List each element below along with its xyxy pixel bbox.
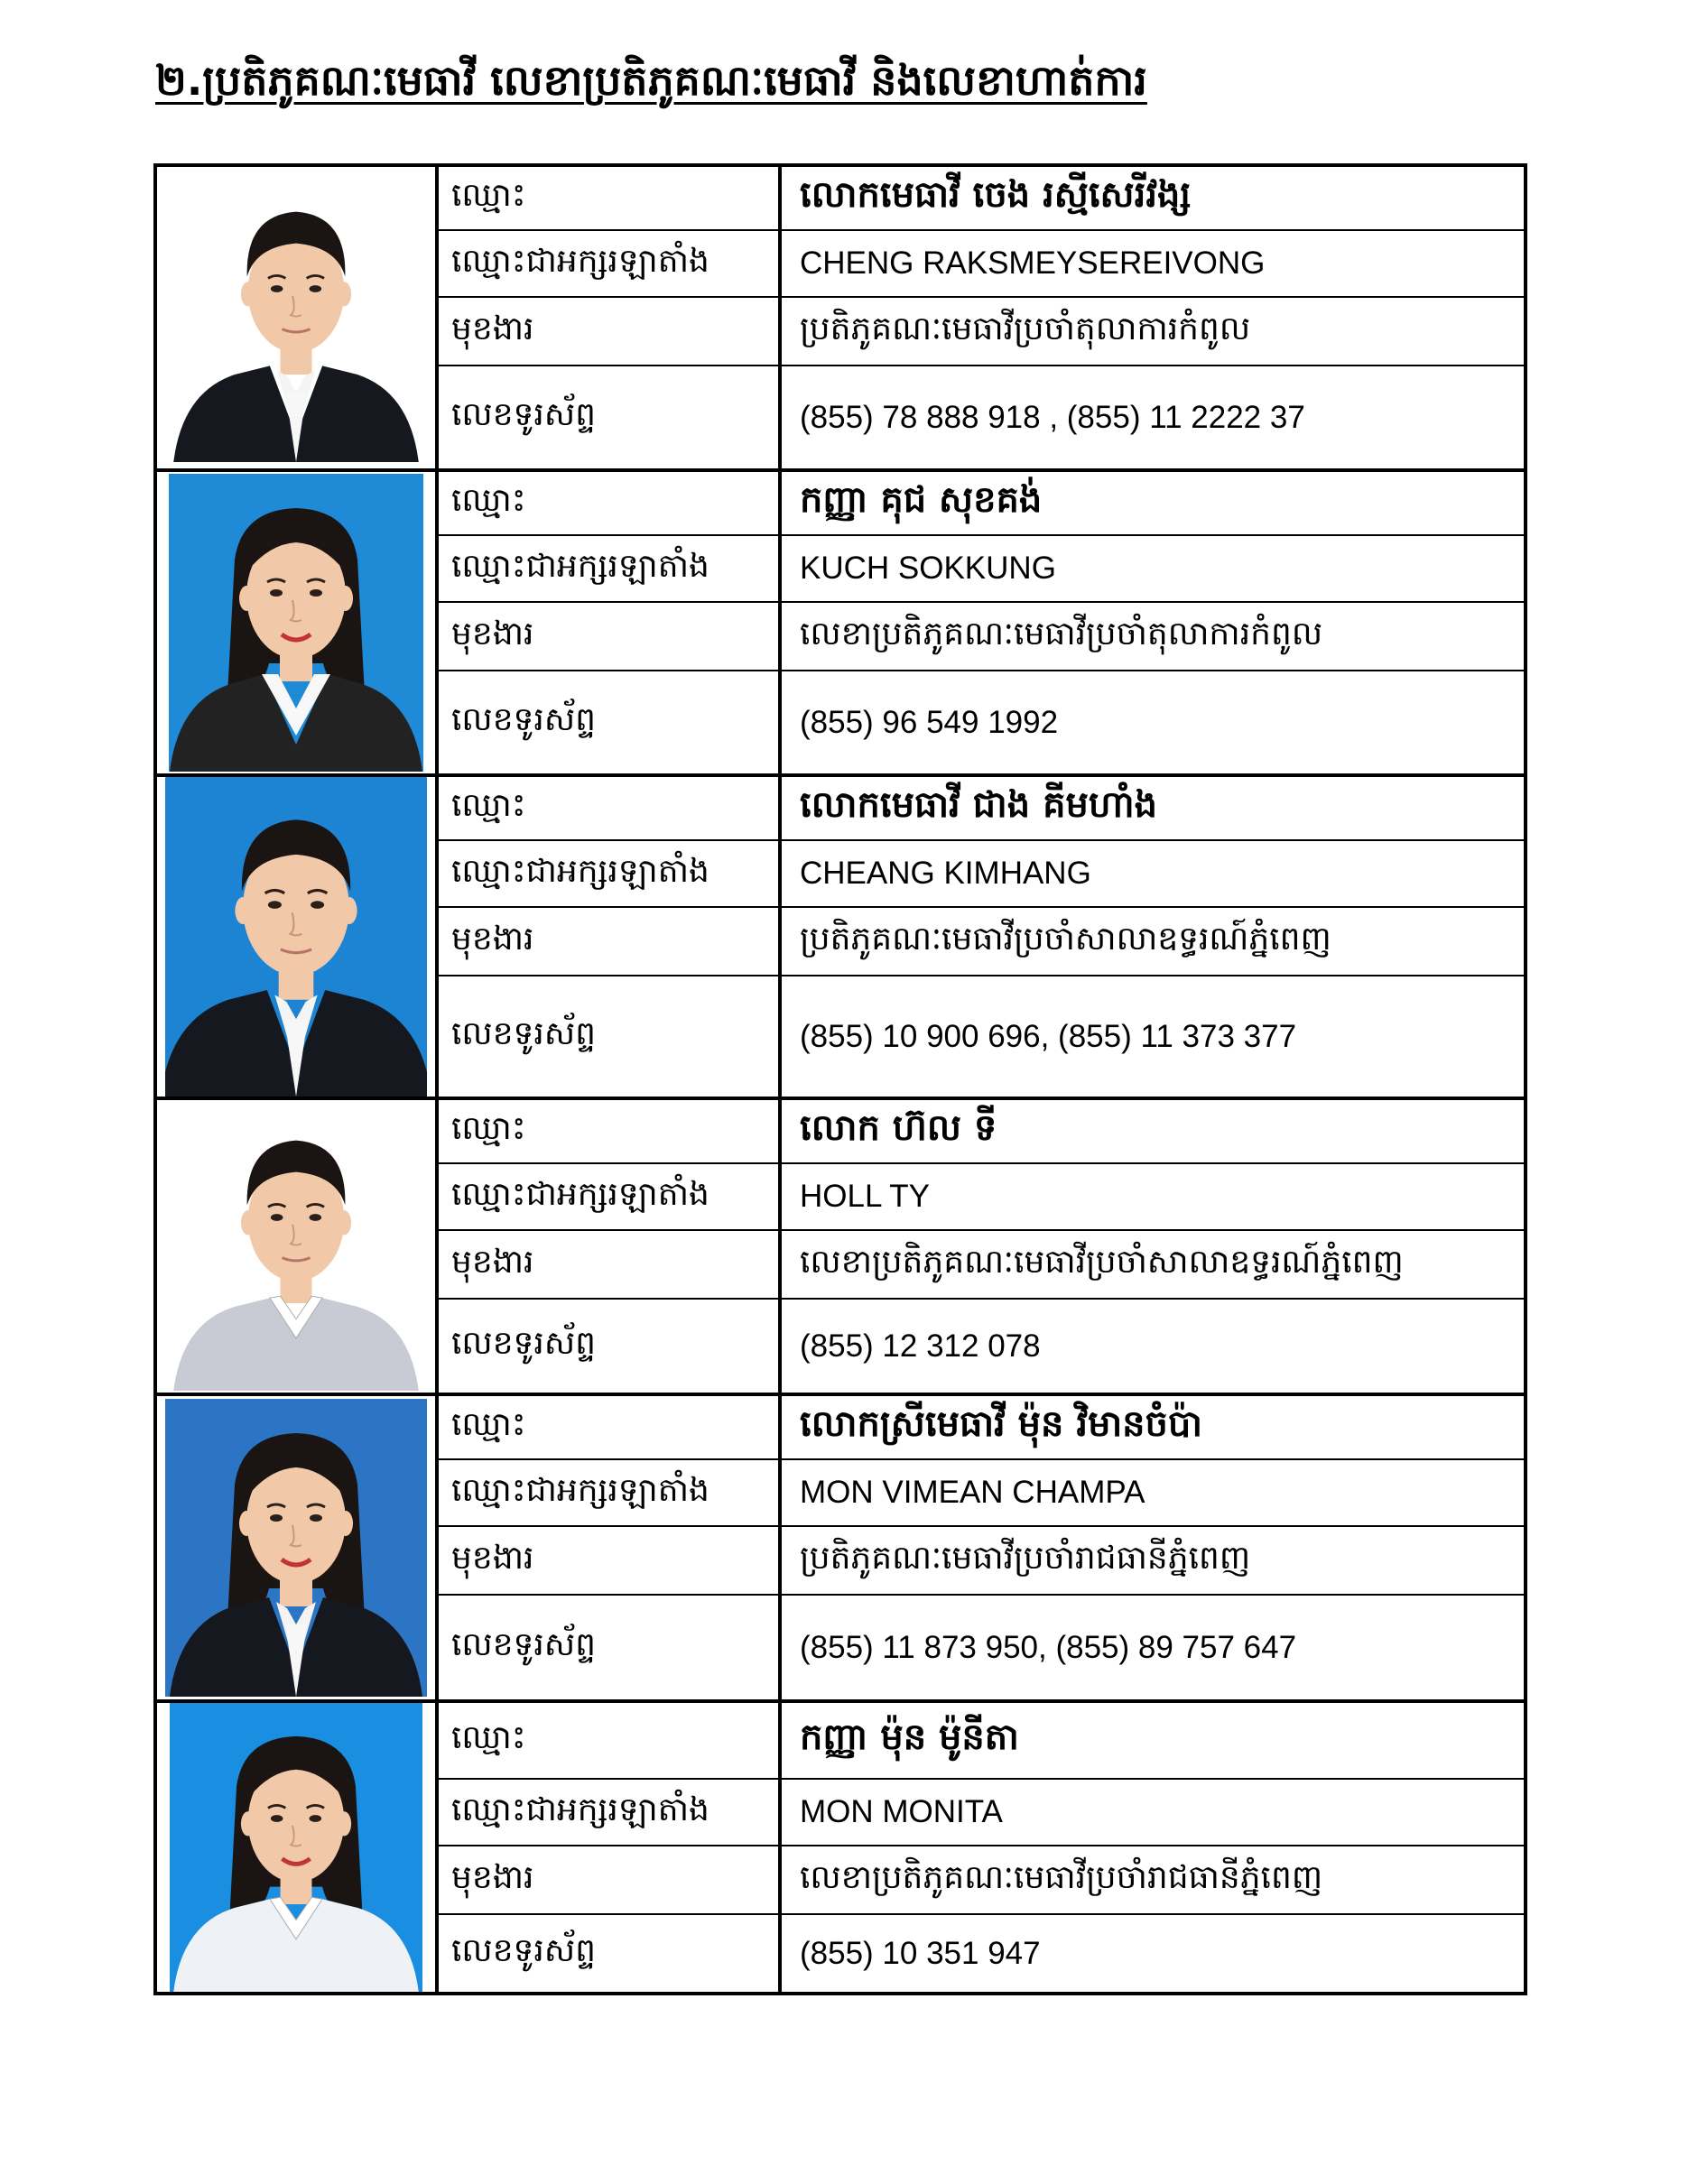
field-label-name: ឈ្មោះ	[437, 1098, 780, 1163]
member-name-latin: MON MONITA	[780, 1779, 1526, 1846]
member-position: លេខាប្រតិភូគណៈមេធាវីប្រចាំរាជធានីភ្នំពេញ	[780, 1846, 1526, 1914]
field-label-name: ឈ្មោះ	[437, 1394, 780, 1459]
field-label-position: មុខងារ	[437, 1846, 780, 1914]
field-label-name: ឈ្មោះ	[437, 165, 780, 230]
member-name-kh: លោក ហ៊ល ទី	[780, 1098, 1526, 1163]
member-name-latin: CHENG RAKSMEYSEREIVONG	[780, 230, 1526, 297]
member-name-kh: លោកស្រីមេធាវី ម៉ុន វិមានចំប៉ា	[780, 1394, 1526, 1459]
member-position: លេខាប្រតិភូគណៈមេធាវីប្រចាំតុលាការកំពូល	[780, 602, 1526, 671]
page-title: ២.ប្រតិភូគណៈមេធាវី លេខាប្រតិភូគណៈមេធាវី និងលេខាហាត់ការ	[155, 56, 1147, 105]
field-label-phone: លេខទូរស័ព្ទ	[437, 1595, 780, 1701]
member-photo	[165, 1102, 427, 1391]
table-row	[155, 1701, 1526, 1779]
member-name-kh: លោកមេធាវី ចេង រស្មីសេរីវង្ស	[780, 165, 1526, 230]
table-row	[155, 470, 1526, 535]
table-row	[155, 165, 1526, 230]
member-position: លេខាប្រតិភូគណៈមេធាវីប្រចាំសាលាឧទ្ធរណ៍ភ្នំពេញ	[780, 1230, 1526, 1299]
field-label-name-latin: ឈ្មោះជាអក្សរឡាតាំង	[437, 840, 780, 907]
member-position: ប្រតិភូគណៈមេធាវីប្រចាំសាលាឧទ្ធរណ៍ភ្នំពេញ	[780, 907, 1526, 976]
field-label-position: មុខងារ	[437, 907, 780, 976]
field-label-phone: លេខទូរស័ព្ទ	[437, 1299, 780, 1394]
member-photo-cell	[155, 1098, 437, 1394]
member-photo	[169, 173, 423, 462]
field-label-name: ឈ្មោះ	[437, 775, 780, 840]
field-label-position: មុខងារ	[437, 297, 780, 366]
member-photo	[169, 474, 423, 772]
member-phone: (855) 11 873 950, (855) 89 757 647	[780, 1595, 1526, 1701]
member-position: ប្រតិភូគណៈមេធាវីប្រចាំតុលាការកំពូល	[780, 297, 1526, 366]
field-label-phone: លេខទូរស័ព្ទ	[437, 976, 780, 1098]
staff-table	[153, 163, 1527, 1995]
member-photo-cell	[155, 775, 437, 1098]
field-label-phone: លេខទូរស័ព្ទ	[437, 1914, 780, 1994]
member-name-kh: លោកមេធាវី ជាង គីមហាំង	[780, 775, 1526, 840]
field-label-phone: លេខទូរស័ព្ទ	[437, 366, 780, 470]
field-label-phone: លេខទូរស័ព្ទ	[437, 671, 780, 775]
member-name-latin: CHEANG KIMHANG	[780, 840, 1526, 907]
table-row	[155, 1098, 1526, 1163]
member-photo	[165, 1399, 427, 1697]
member-photo-cell	[155, 1394, 437, 1701]
member-name-kh: កញ្ញា ម៉ុន ម៉ូនីតា	[780, 1701, 1526, 1779]
member-position: ប្រតិភូគណៈមេធាវីប្រចាំរាជធានីភ្នំពេញ	[780, 1526, 1526, 1595]
member-phone: (855) 78 888 918 , (855) 11 2222 37	[780, 366, 1526, 470]
member-photo-cell	[155, 470, 437, 775]
member-phone: (855) 96 549 1992	[780, 671, 1526, 775]
field-label-name-latin: ឈ្មោះជាអក្សរឡាតាំង	[437, 1459, 780, 1526]
member-name-kh: កញ្ញា គុជ សុខគង់	[780, 470, 1526, 535]
member-photo-cell	[155, 165, 437, 470]
field-label-name-latin: ឈ្មោះជាអក្សរឡាតាំង	[437, 230, 780, 297]
member-name-latin: MON VIMEAN CHAMPA	[780, 1459, 1526, 1526]
field-label-name: ឈ្មោះ	[437, 1701, 780, 1779]
field-label-position: មុខងារ	[437, 1230, 780, 1299]
field-label-position: មុខងារ	[437, 602, 780, 671]
table-row	[155, 775, 1526, 840]
member-photo	[170, 1703, 422, 1992]
member-name-latin: HOLL TY	[780, 1163, 1526, 1230]
member-photo-cell	[155, 1701, 437, 1994]
table-row	[155, 1394, 1526, 1459]
field-label-name: ឈ្មោះ	[437, 470, 780, 535]
field-label-name-latin: ឈ្មោះជាអក្សរឡាតាំង	[437, 1779, 780, 1846]
member-phone: (855) 12 312 078	[780, 1299, 1526, 1394]
member-phone: (855) 10 900 696, (855) 11 373 377	[780, 976, 1526, 1098]
member-name-latin: KUCH SOKKUNG	[780, 535, 1526, 602]
field-label-name-latin: ឈ្មោះជាអក្សរឡាតាំង	[437, 535, 780, 602]
member-photo	[165, 777, 427, 1097]
member-phone: (855) 10 351 947	[780, 1914, 1526, 1994]
field-label-name-latin: ឈ្មោះជាអក្សរឡាតាំង	[437, 1163, 780, 1230]
field-label-position: មុខងារ	[437, 1526, 780, 1595]
